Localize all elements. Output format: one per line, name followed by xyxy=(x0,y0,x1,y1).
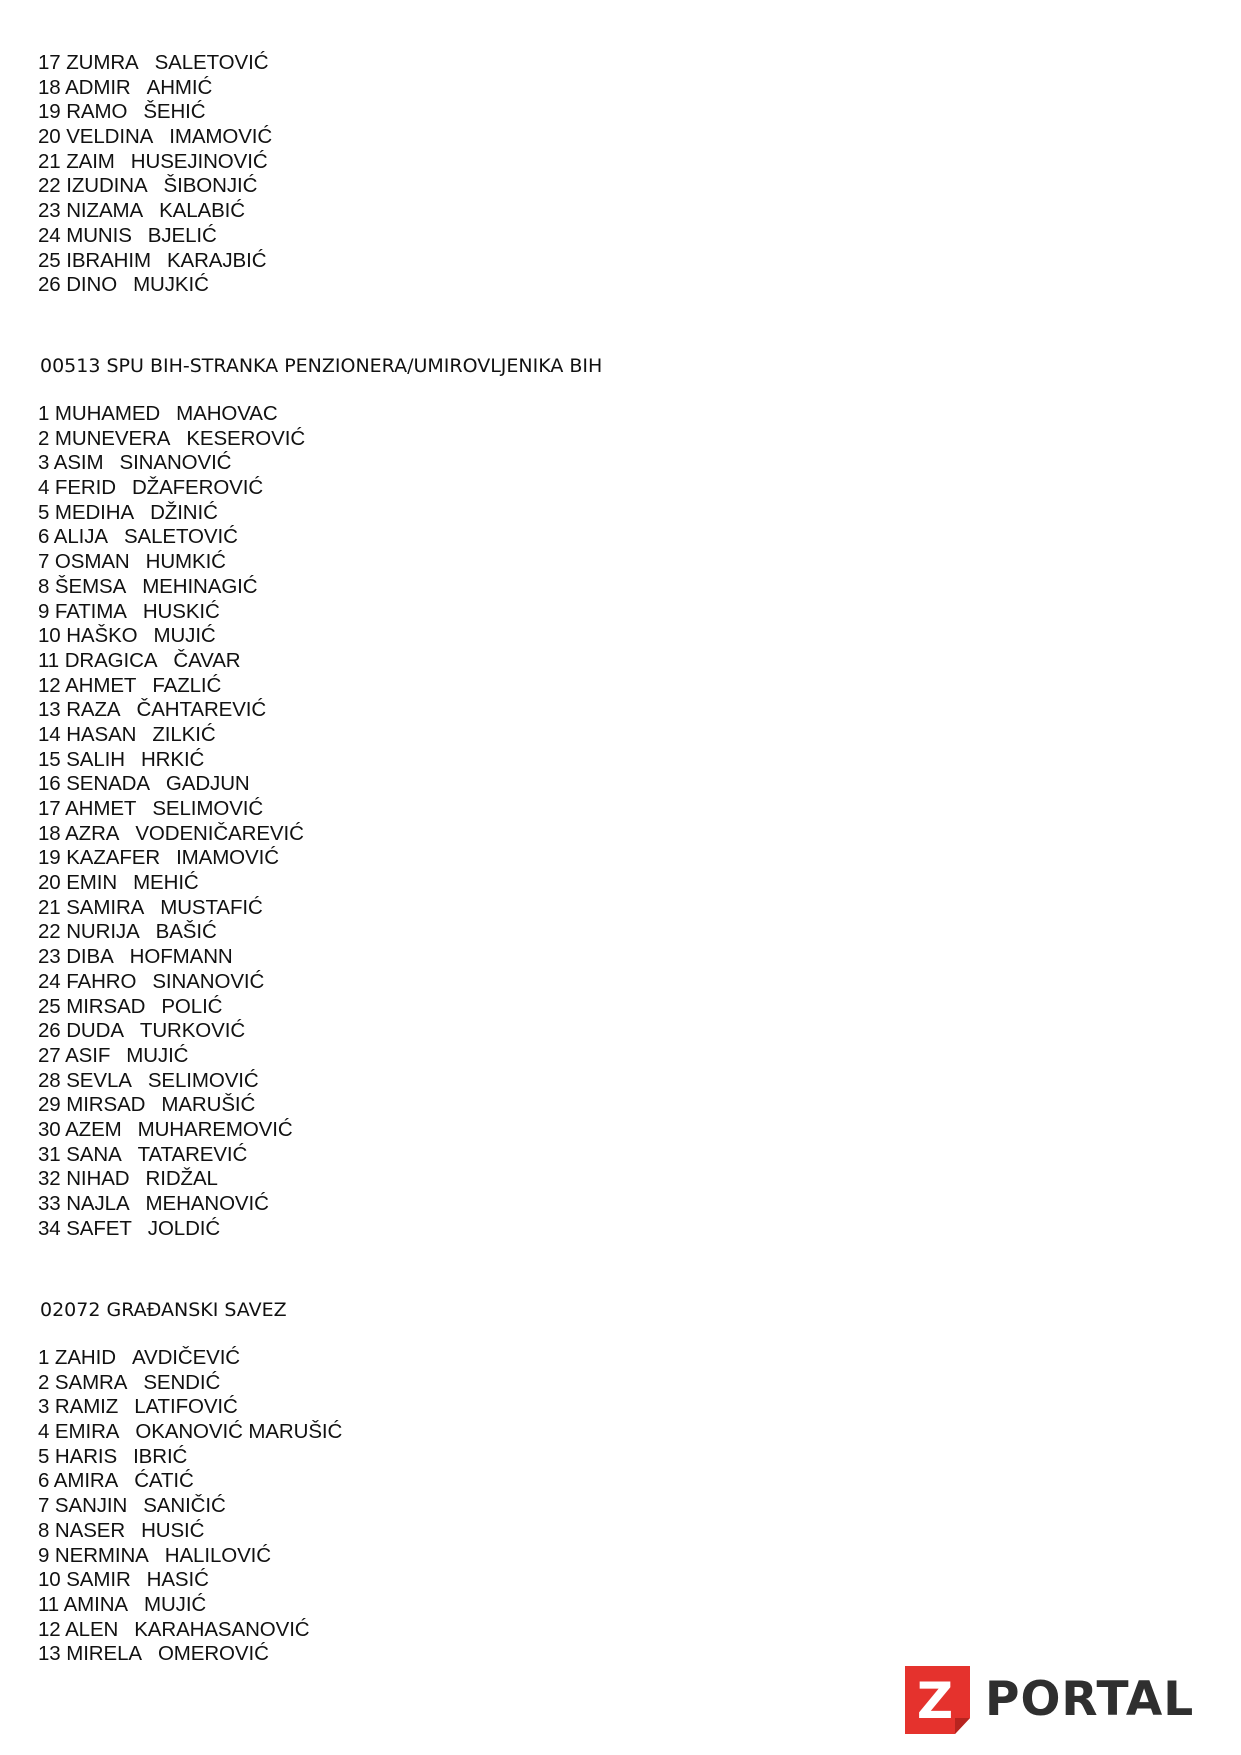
candidate-entry xyxy=(38,674,305,699)
candidate-last-name: FAZLIĆ xyxy=(152,673,222,697)
candidate-entry xyxy=(38,1445,342,1470)
candidate-entry xyxy=(38,871,305,896)
candidate-last-name: SALETOVIĆ xyxy=(154,51,269,74)
candidate-first-name: IZUDINA xyxy=(66,174,148,198)
candidate-last-name: HASIĆ xyxy=(146,1568,209,1592)
candidate-first-name: FATIMA xyxy=(54,599,127,623)
candidate-number: 29 xyxy=(38,1093,61,1117)
candidate-last-name: AVDIČEVIĆ xyxy=(131,1346,241,1369)
party-heading: 02072 GRAĐANSKI SAVEZ xyxy=(40,1299,287,1321)
candidate-first-name: OSMAN xyxy=(54,550,130,574)
candidate-first-name: EMIRA xyxy=(54,1420,120,1444)
candidate-number: 1 xyxy=(38,402,50,425)
candidate-first-name: SAFET xyxy=(66,1216,132,1240)
candidate-first-name: KAZAFER xyxy=(66,846,161,870)
candidate-first-name: NIZAMA xyxy=(66,199,144,223)
candidate-first-name: MEDIHA xyxy=(54,500,135,524)
candidate-first-name: FERID xyxy=(54,476,116,500)
candidate-last-name: ĆATIĆ xyxy=(134,1469,194,1493)
candidate-last-name: IBRIĆ xyxy=(133,1444,188,1468)
candidate-last-name: KARAJBIĆ xyxy=(166,248,267,272)
candidate-entry xyxy=(38,451,305,476)
candidate-first-name: DRAGICA xyxy=(64,648,158,672)
candidate-last-name: RIDŽAL xyxy=(145,1167,218,1191)
candidate-entry xyxy=(38,1519,342,1544)
candidate-entry xyxy=(38,995,305,1020)
candidate-number: 26 xyxy=(38,273,61,297)
candidate-first-name: NAJLA xyxy=(66,1192,130,1215)
candidate-entry xyxy=(38,970,305,995)
candidate-number: 7 xyxy=(38,550,50,574)
candidate-entry xyxy=(38,822,305,847)
candidate-first-name: FAHRO xyxy=(66,969,137,993)
candidate-first-name: SAMIRA xyxy=(66,895,145,919)
candidate-last-name: HUSEJINOVIĆ xyxy=(130,149,268,173)
candidate-last-name: OKANOVIĆ MARUŠIĆ xyxy=(135,1420,343,1444)
candidate-last-name: HALILOVIĆ xyxy=(164,1543,271,1567)
candidate-entry xyxy=(38,525,305,550)
candidate-number: 32 xyxy=(38,1167,61,1191)
candidate-last-name: AHMIĆ xyxy=(146,75,213,99)
candidate-number: 24 xyxy=(38,223,61,247)
candidate-last-name: MUJIĆ xyxy=(126,1043,189,1067)
candidate-entry xyxy=(38,920,305,945)
candidate-number: 15 xyxy=(38,747,61,771)
candidate-last-name: HRKIĆ xyxy=(140,747,205,771)
candidate-last-name: DŽINIĆ xyxy=(150,500,218,524)
candidate-entry xyxy=(38,476,305,501)
candidate-number: 31 xyxy=(38,1142,61,1166)
candidate-entry xyxy=(38,846,305,871)
candidate-entry xyxy=(38,600,305,625)
candidate-number: 6 xyxy=(38,525,50,549)
candidate-first-name: SAMIR xyxy=(66,1568,131,1592)
candidate-last-name: GADJUN xyxy=(165,772,250,796)
candidate-last-name: MEHINAGIĆ xyxy=(142,574,258,598)
candidate-number: 10 xyxy=(38,1568,61,1592)
candidate-last-name: ZILKIĆ xyxy=(152,722,216,746)
candidate-number: 9 xyxy=(38,1543,50,1567)
candidate-first-name: ALIJA xyxy=(53,525,108,549)
candidate-number: 11 xyxy=(38,648,60,672)
candidate-first-name: VELDINA xyxy=(66,125,154,149)
candidate-number: 21 xyxy=(38,149,61,173)
candidate-first-name: AHMET xyxy=(65,673,137,697)
candidate-last-name: KALABIĆ xyxy=(159,199,245,223)
candidate-entry xyxy=(38,1346,342,1371)
candidate-entry xyxy=(38,1093,305,1118)
candidate-number: 23 xyxy=(38,945,61,969)
candidate-number: 25 xyxy=(38,994,61,1018)
candidate-first-name: NERMINA xyxy=(54,1543,149,1567)
candidate-number: 17 xyxy=(38,51,61,74)
candidate-last-name: SANIČIĆ xyxy=(143,1494,226,1518)
candidate-entry xyxy=(38,896,305,921)
candidate-last-name: IMAMOVIĆ xyxy=(169,125,273,149)
candidate-first-name: NURIJA xyxy=(66,920,140,944)
candidate-last-name: MUJKIĆ xyxy=(133,273,209,297)
candidate-last-name: BAŠIĆ xyxy=(155,920,217,944)
candidate-first-name: RAMIZ xyxy=(54,1395,119,1419)
candidate-entry xyxy=(38,224,272,249)
candidate-number: 20 xyxy=(38,125,61,149)
candidate-entry xyxy=(38,402,305,427)
candidate-number: 1 xyxy=(38,1346,50,1369)
candidate-list-spu-bih xyxy=(38,402,305,1241)
candidate-first-name: DINO xyxy=(66,273,118,297)
candidate-last-name: MEHIĆ xyxy=(133,871,199,895)
candidate-first-name: AMIRA xyxy=(53,1469,119,1493)
candidate-number: 28 xyxy=(38,1068,61,1092)
candidate-entry xyxy=(38,1494,342,1519)
candidate-last-name: HUSKIĆ xyxy=(142,599,220,623)
candidate-first-name: AHMET xyxy=(65,797,137,820)
candidate-entry xyxy=(38,797,305,822)
candidate-entry xyxy=(38,1217,305,1242)
candidate-number: 17 xyxy=(38,797,61,820)
logo-mark-letter: Z xyxy=(916,1672,954,1730)
candidate-last-name: LATIFOVIĆ xyxy=(134,1395,238,1419)
candidate-entry xyxy=(38,772,305,797)
candidate-number: 19 xyxy=(38,846,61,870)
candidate-first-name: NASER xyxy=(54,1518,126,1542)
candidate-number: 8 xyxy=(38,574,50,598)
candidate-first-name: ZAHID xyxy=(54,1346,116,1369)
candidate-entry xyxy=(38,427,305,452)
candidate-number: 12 xyxy=(38,673,61,697)
candidate-number: 18 xyxy=(38,75,61,99)
candidate-number: 14 xyxy=(38,722,61,746)
candidate-first-name: SALIH xyxy=(66,747,125,771)
candidate-list-continued xyxy=(38,51,272,298)
candidate-first-name: RAZA xyxy=(66,698,121,722)
candidate-number: 4 xyxy=(38,1420,50,1444)
candidate-list-gradjanski-savez xyxy=(38,1346,342,1667)
candidate-last-name: TURKOVIĆ xyxy=(139,1019,246,1043)
candidate-entry xyxy=(38,1167,305,1192)
candidate-last-name: MUJIĆ xyxy=(153,624,216,648)
candidate-entry xyxy=(38,199,272,224)
candidate-entry xyxy=(38,1019,305,1044)
candidate-number: 2 xyxy=(38,426,50,450)
candidate-entry xyxy=(38,174,272,199)
candidate-entry xyxy=(38,501,305,526)
candidate-last-name: HUSIĆ xyxy=(141,1518,205,1542)
candidate-first-name: MIRSAD xyxy=(66,994,146,1018)
candidate-first-name: ASIM xyxy=(53,451,104,475)
candidate-last-name: SELIMOVIĆ xyxy=(152,797,264,820)
candidate-entry xyxy=(38,550,305,575)
candidate-entry xyxy=(38,249,272,274)
candidate-first-name: ASIF xyxy=(65,1043,111,1067)
candidate-first-name: ALEN xyxy=(65,1617,119,1641)
candidate-number: 18 xyxy=(38,821,61,845)
candidate-last-name: MAHOVAC xyxy=(176,402,278,425)
candidate-entry xyxy=(38,1395,342,1420)
candidate-entry xyxy=(38,1118,305,1143)
candidate-entry xyxy=(38,649,305,674)
candidate-first-name: MIRSAD xyxy=(66,1093,146,1117)
candidate-first-name: SANJIN xyxy=(54,1494,128,1518)
candidate-number: 7 xyxy=(38,1494,50,1518)
candidate-last-name: SINANOVIĆ xyxy=(119,451,232,475)
candidate-last-name: ČAHTAREVIĆ xyxy=(136,698,267,722)
candidate-entry xyxy=(38,945,305,970)
candidate-first-name: MIRELA xyxy=(66,1642,142,1666)
candidate-entry xyxy=(38,1371,342,1396)
candidate-entry xyxy=(38,575,305,600)
candidate-last-name: KESEROVIĆ xyxy=(186,426,306,450)
candidate-last-name: MUSTAFIĆ xyxy=(160,895,263,919)
candidate-number: 5 xyxy=(38,1444,50,1468)
candidate-entry xyxy=(38,76,272,101)
candidate-number: 12 xyxy=(38,1617,61,1641)
candidate-number: 10 xyxy=(38,624,61,648)
candidate-last-name: SINANOVIĆ xyxy=(152,969,265,993)
candidate-first-name: SEVLA xyxy=(66,1068,132,1092)
candidate-first-name: ZUMRA xyxy=(66,51,139,74)
candidate-first-name: ZAIM xyxy=(66,149,115,173)
party-heading: 00513 SPU BIH-STRANKA PENZIONERA/UMIROVLJENIKA BIH xyxy=(40,355,603,377)
candidate-number: 26 xyxy=(38,1019,61,1043)
candidate-first-name: SANA xyxy=(66,1142,122,1166)
candidate-last-name: MUHAREMOVIĆ xyxy=(137,1117,293,1141)
candidate-last-name: OMEROVIĆ xyxy=(157,1642,269,1666)
candidate-first-name: AMINA xyxy=(63,1592,128,1616)
candidate-first-name: MUNEVERA xyxy=(54,426,171,450)
candidate-entry xyxy=(38,1593,342,1618)
candidate-first-name: RAMO xyxy=(66,100,128,124)
candidate-entry xyxy=(38,100,272,125)
candidate-entry xyxy=(38,698,305,723)
candidate-entry xyxy=(38,1192,305,1217)
candidate-last-name: ŠIBONJIĆ xyxy=(163,174,258,198)
candidate-number: 34 xyxy=(38,1216,61,1240)
candidate-number: 27 xyxy=(38,1043,61,1067)
candidate-first-name: IBRAHIM xyxy=(66,248,151,272)
candidate-number: 25 xyxy=(38,248,61,272)
candidate-last-name: BJELIĆ xyxy=(147,223,217,247)
candidate-number: 3 xyxy=(38,1395,50,1419)
candidate-first-name: ADMIR xyxy=(65,75,131,99)
candidate-last-name: MARUŠIĆ xyxy=(161,1093,256,1117)
candidate-entry xyxy=(38,51,272,76)
candidate-entry xyxy=(38,1568,342,1593)
candidate-last-name: IMAMOVIĆ xyxy=(176,846,279,870)
candidate-entry xyxy=(38,273,272,298)
candidate-first-name: DIBA xyxy=(66,945,114,969)
z-logo-icon xyxy=(905,1666,970,1734)
candidate-first-name: AZRA xyxy=(65,821,120,845)
candidate-entry xyxy=(38,624,305,649)
candidate-first-name: HASAN xyxy=(66,722,137,746)
candidate-last-name: KARAHASANOVIĆ xyxy=(134,1617,310,1641)
candidate-number: 19 xyxy=(38,100,61,124)
candidate-last-name: JOLDIĆ xyxy=(147,1216,221,1240)
candidate-number: 20 xyxy=(38,871,61,895)
candidate-entry xyxy=(38,1544,342,1569)
candidate-first-name: MUNIS xyxy=(66,223,132,247)
candidate-last-name: TATAREVIĆ xyxy=(137,1142,248,1166)
candidate-entry xyxy=(38,125,272,150)
candidate-entry xyxy=(38,1469,342,1494)
candidate-first-name: AZEM xyxy=(65,1117,122,1141)
candidate-first-name: EMIN xyxy=(66,871,118,895)
candidate-number: 33 xyxy=(38,1192,61,1215)
candidate-entry xyxy=(38,1044,305,1069)
candidate-first-name: HAŠKO xyxy=(66,624,138,648)
candidate-last-name: ČAVAR xyxy=(173,648,241,672)
candidate-number: 21 xyxy=(38,895,61,919)
candidate-number: 22 xyxy=(38,174,61,198)
candidate-last-name: ŠEHIĆ xyxy=(143,100,206,124)
candidate-entry xyxy=(38,1642,342,1667)
candidate-number: 22 xyxy=(38,920,61,944)
candidate-number: 4 xyxy=(38,476,50,500)
candidate-first-name: HARIS xyxy=(54,1444,118,1468)
candidate-last-name: MUJIĆ xyxy=(144,1592,207,1616)
candidate-number: 24 xyxy=(38,969,61,993)
candidate-last-name: HUMKIĆ xyxy=(145,550,226,574)
candidate-number: 13 xyxy=(38,698,61,722)
candidate-entry xyxy=(38,1143,305,1168)
candidate-entry xyxy=(38,1420,342,1445)
candidate-number: 23 xyxy=(38,199,61,223)
candidate-entry xyxy=(38,150,272,175)
candidate-first-name: MUHAMED xyxy=(54,402,161,425)
candidate-entry xyxy=(38,1618,342,1643)
candidate-first-name: ŠEMSA xyxy=(54,574,127,598)
candidate-entry xyxy=(38,723,305,748)
candidate-number: 8 xyxy=(38,1518,50,1542)
logo-wordmark: PORTAL xyxy=(985,1672,1195,1727)
candidate-number: 2 xyxy=(38,1370,50,1394)
candidate-entry xyxy=(38,1069,305,1094)
candidate-number: 3 xyxy=(38,451,50,475)
candidate-last-name: HOFMANN xyxy=(129,945,233,969)
candidate-entry xyxy=(38,748,305,773)
candidate-number: 11 xyxy=(38,1592,60,1616)
candidate-last-name: SENDIĆ xyxy=(143,1370,221,1394)
candidate-number: 13 xyxy=(38,1642,61,1666)
candidate-last-name: VODENIČAREVIĆ xyxy=(135,821,304,845)
candidate-first-name: SENADA xyxy=(66,772,150,796)
candidate-last-name: DŽAFEROVIĆ xyxy=(131,476,264,500)
candidate-number: 9 xyxy=(38,599,50,623)
candidate-last-name: POLIĆ xyxy=(161,994,223,1018)
candidate-last-name: SALETOVIĆ xyxy=(123,525,238,549)
candidate-first-name: SAMRA xyxy=(54,1370,128,1394)
candidate-last-name: MEHANOVIĆ xyxy=(145,1192,269,1215)
candidate-number: 30 xyxy=(38,1117,61,1141)
candidate-first-name: DUDA xyxy=(66,1019,124,1043)
z-portal-logo xyxy=(905,1666,1195,1734)
candidate-number: 16 xyxy=(38,772,61,796)
candidate-first-name: NIHAD xyxy=(66,1167,130,1191)
candidate-number: 6 xyxy=(38,1469,50,1493)
candidate-last-name: SELIMOVIĆ xyxy=(147,1068,259,1092)
candidate-number: 5 xyxy=(38,500,50,524)
